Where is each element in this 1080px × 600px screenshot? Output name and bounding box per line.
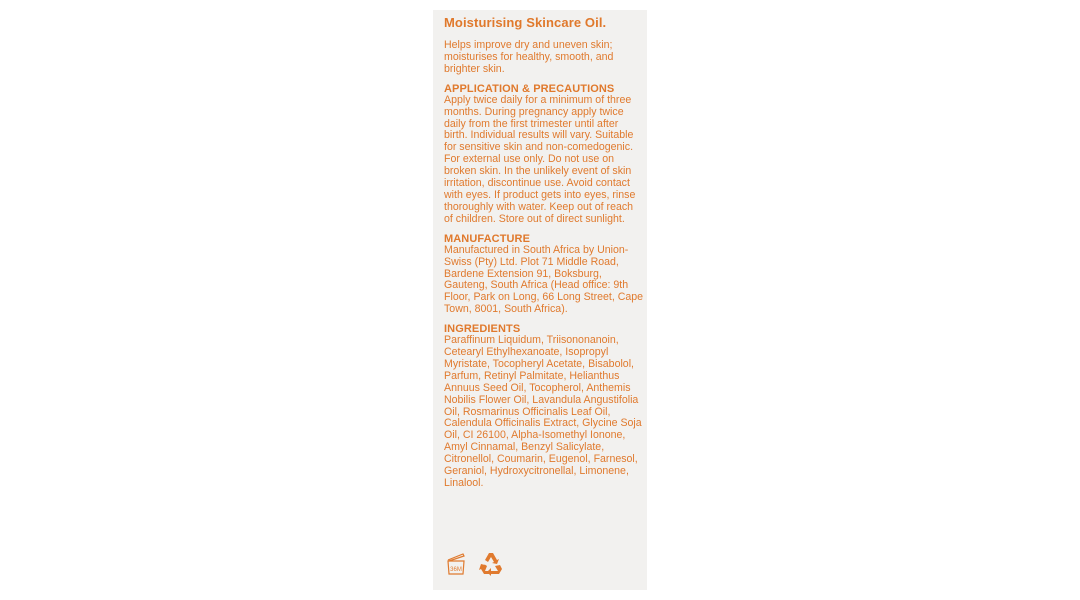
section-manufacture: [444, 233, 647, 316]
product-label-panel: [433, 10, 647, 590]
period-after-opening-icon: [444, 552, 468, 581]
section-heading: INGREDIENTS: [444, 323, 521, 336]
section-body: Apply twice daily for a minimum of three months. During pregnancy apply twice daily from the first trimester until after birth. Individual results will vary. Suitable for sensitive skin and non-comedogenic. For external use only. Do not use on broken skin. In the unlikely event of skin irritation, discontinue use. Avoid contact with eyes. If product gets into eyes, rinse thoroughly with water. Keep out of reach of children. Store out of direct sunlight.: [444, 93, 636, 225]
section-heading: MANUFACTURE: [444, 232, 531, 245]
section-heading: APPLICATION & PRECAUTIONS: [444, 82, 615, 95]
product-title: Moisturising Skincare Oil.: [444, 15, 607, 30]
section-application: [444, 83, 647, 226]
intro-text: Helps improve dry and uneven skin; moisturises for healthy, smooth, and brighter skin.: [444, 39, 614, 75]
section-body: Paraffinum Liquidum, Triisononanoin, Cetearyl Ethylhexanoate, Isopropyl Myristate, Tocopheryl Acetate, Bisabolol, Parfum, Retinyl Palmitate, Helianthus Annuus Seed Oil, Tocopherol, Anthemis Nobilis Flower Oil, Lavandula Angustifolia Oil, Rosmarinus Officinalis Leaf Oil, Calendula Officinalis Extract, Glycine Soja Oil, CI 26100, Alpha-Isomethyl Ionone, Amyl Cinnamal, Benzyl Salicylate, Citronellol, Coumarin, Eugenol, Farnesol, Geraniol, Hydroxycitronellal, Limonene, Linalool.: [444, 334, 642, 489]
recycle-icon: [478, 551, 504, 582]
section-ingredients: [444, 323, 647, 490]
section-body: Manufactured in South Africa by Union-Swiss (Pty) Ltd. Plot 71 Middle Road, Bardene Extension 91, Boksburg, Gauteng, South Africa (Head office: 9th Floor, Park on Long, 66 Long Street, Cape Town, 8001, South Africa).: [444, 243, 644, 316]
symbols-row: [444, 551, 504, 582]
pao-label: 36M: [450, 567, 462, 573]
